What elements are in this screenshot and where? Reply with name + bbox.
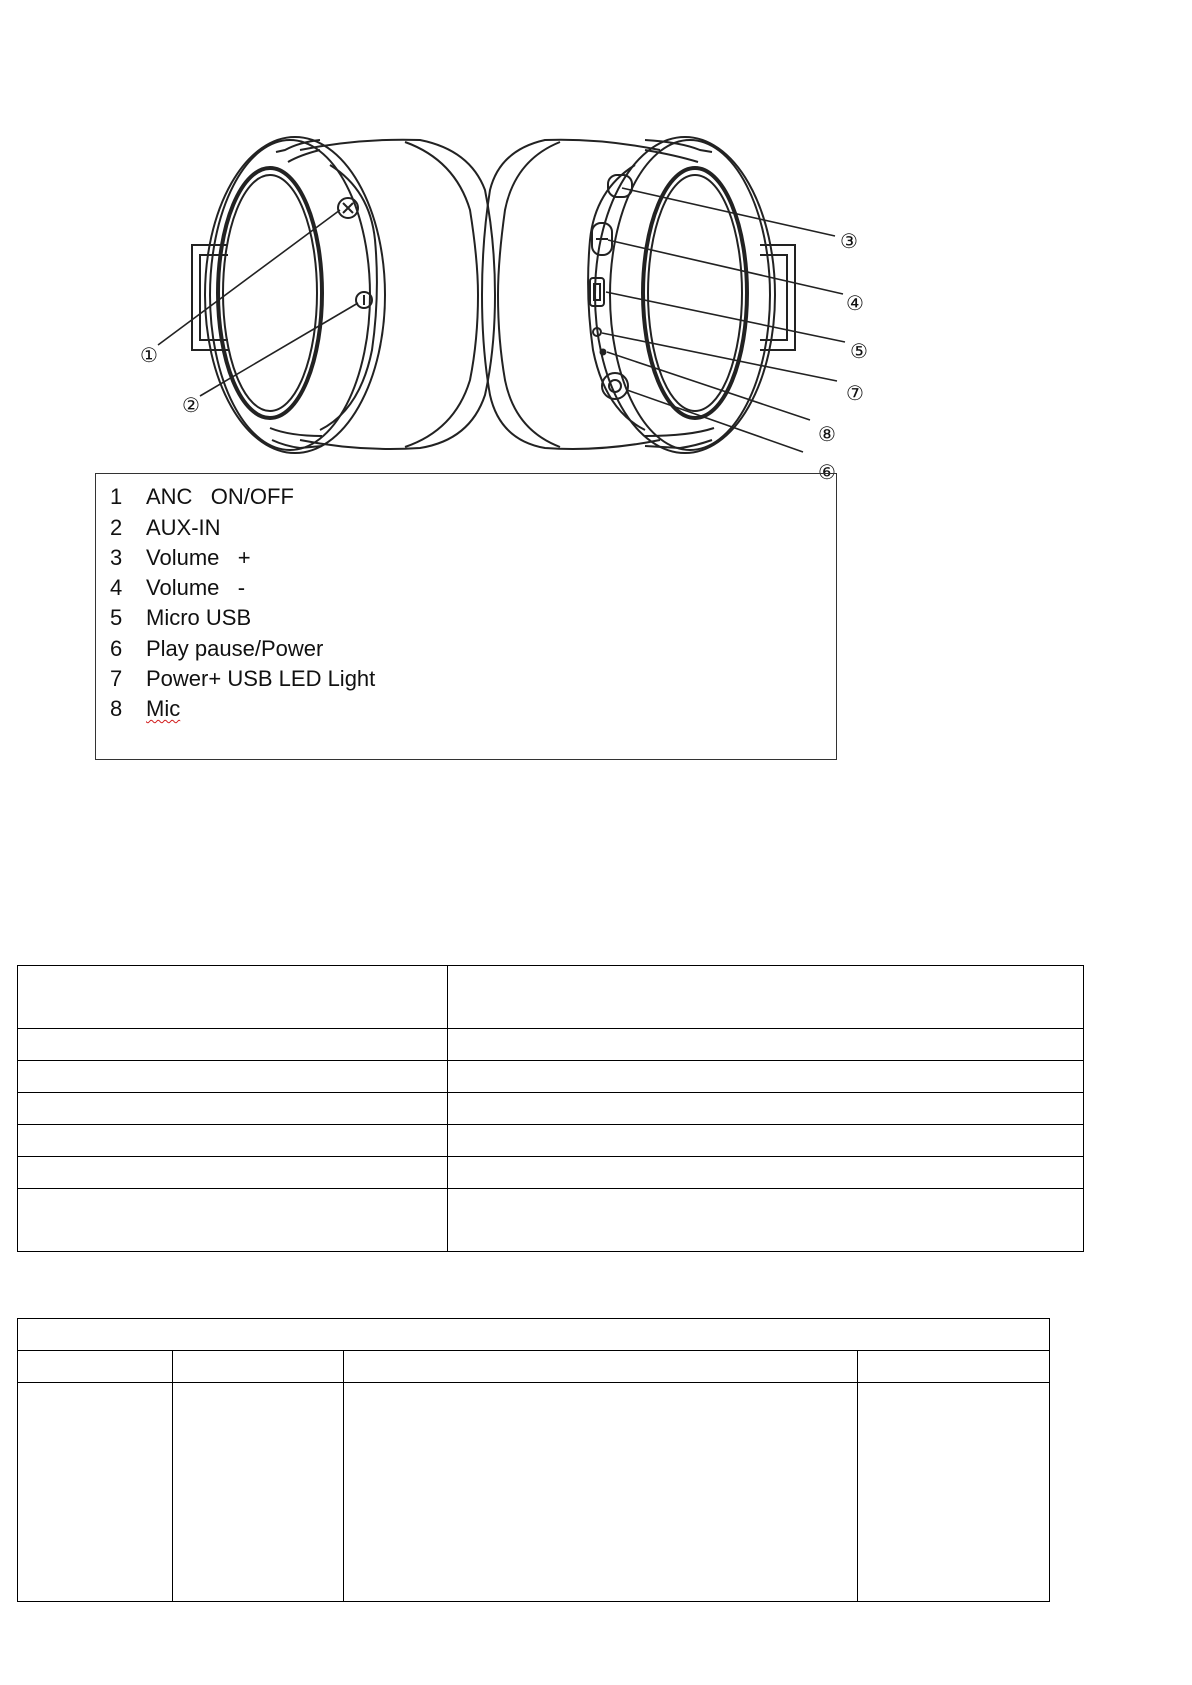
table-cell	[344, 1351, 858, 1383]
legend-item	[110, 484, 294, 510]
legend-number: 6	[110, 636, 123, 661]
legend-number: 4	[110, 575, 123, 600]
table-cell	[18, 1189, 448, 1252]
table-cell	[448, 1093, 1084, 1125]
legend-box	[95, 473, 837, 760]
legend-label: AUX-IN	[146, 515, 221, 540]
callout-4: ④	[846, 291, 864, 315]
headphone-diagram	[0, 0, 1192, 480]
legend-label: ANC ON/OFF	[146, 484, 294, 509]
legend-label: Micro USB	[146, 605, 252, 630]
table-cell	[448, 1157, 1084, 1189]
callout-8: ⑧	[818, 422, 836, 446]
table-cell	[448, 966, 1084, 1029]
legend-item	[110, 696, 180, 722]
legend-item	[110, 666, 375, 692]
table-row	[18, 1125, 1084, 1157]
legend-label: Power+ USB LED Light	[146, 666, 376, 691]
legend-number: 8	[110, 696, 123, 721]
table-cell	[173, 1351, 344, 1383]
legend-item	[110, 545, 251, 571]
table-cell	[18, 1383, 173, 1602]
legend-label: Volume +	[146, 545, 251, 570]
table-cell	[448, 1061, 1084, 1093]
table-cell	[173, 1383, 344, 1602]
legend-item	[110, 515, 221, 541]
spec-table	[17, 965, 1084, 1252]
table-cell	[18, 1061, 448, 1093]
legend-label: Volume -	[146, 575, 246, 600]
table-cell	[344, 1383, 858, 1602]
table-cell	[18, 1029, 448, 1061]
table-row	[18, 966, 1084, 1029]
table-row	[18, 1351, 1050, 1383]
bottom-table	[17, 1318, 1050, 1602]
callout-6: ⑥	[818, 460, 836, 480]
callout-7: ⑦	[846, 381, 864, 405]
legend-number: 2	[110, 515, 123, 540]
table-row	[18, 1061, 1084, 1093]
table-cell	[18, 966, 448, 1029]
table-row	[18, 1157, 1084, 1189]
table-row	[18, 1093, 1084, 1125]
legend-item	[110, 605, 251, 631]
table-cell	[18, 1351, 173, 1383]
table-cell	[858, 1383, 1050, 1602]
legend-label: Mic	[146, 696, 181, 721]
right-earcup	[482, 137, 795, 453]
left-earcup	[192, 137, 495, 453]
table-row	[18, 1319, 1050, 1351]
legend-item	[110, 636, 323, 662]
callout-5: ⑤	[850, 339, 868, 363]
callout-3: ③	[840, 229, 858, 253]
legend-number: 1	[110, 484, 123, 509]
callout-1: ①	[140, 343, 158, 367]
table-row	[18, 1383, 1050, 1602]
legend-number: 3	[110, 545, 123, 570]
headphone-drawing	[0, 0, 1192, 480]
legend-number: 5	[110, 605, 123, 630]
table-cell	[18, 1157, 448, 1189]
table-cell	[448, 1189, 1084, 1252]
table-cell	[18, 1093, 448, 1125]
table-cell	[448, 1125, 1084, 1157]
table-cell	[18, 1125, 448, 1157]
legend-number: 7	[110, 666, 123, 691]
table-cell	[448, 1029, 1084, 1061]
table-row	[18, 1029, 1084, 1061]
table-cell	[18, 1319, 1050, 1351]
legend-label: Play pause/Power	[146, 636, 324, 661]
table-cell	[858, 1351, 1050, 1383]
table-row	[18, 1189, 1084, 1252]
callout-2: ②	[182, 393, 200, 417]
legend-item	[110, 575, 245, 601]
